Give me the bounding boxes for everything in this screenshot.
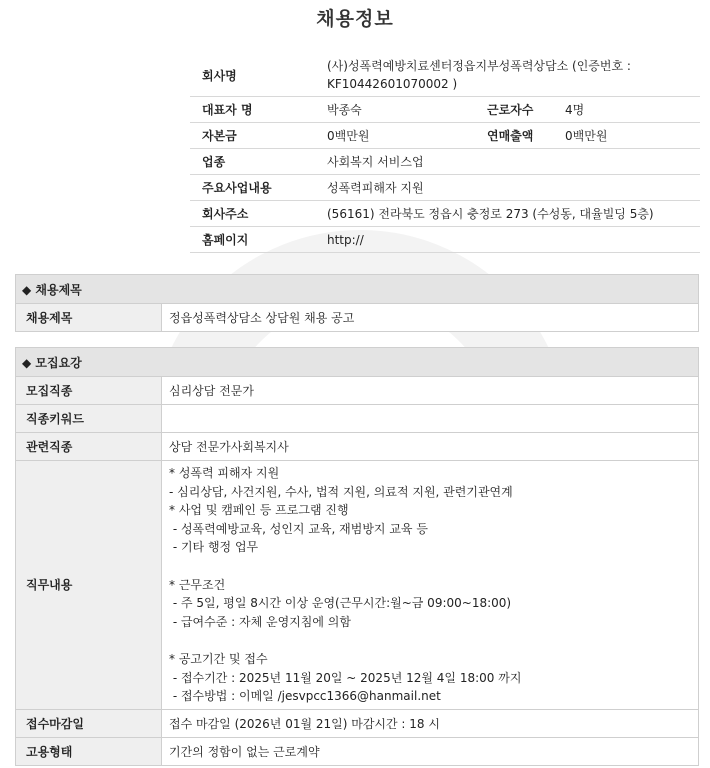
company-row-address [190, 201, 700, 227]
duty-content [162, 461, 699, 710]
duty-line: - 성폭력예방교육, 성인지 교육, 재범방지 교육 등 [169, 521, 428, 536]
job-type-label: 모집직종 [16, 377, 162, 405]
address-label: 회사주소 [190, 201, 315, 227]
recruit-title-header: ◆ 채용제목 [16, 275, 699, 304]
company-row-ceo [190, 97, 700, 123]
duty-line: * 사업 및 캠페인 등 프로그램 진행 [169, 503, 349, 518]
homepage-label: 홈페이지 [190, 227, 315, 253]
duty-line: - 접수방법 : 이메일 /jesvpcc1366@hanmail.net [169, 689, 441, 704]
employment-type-value: 기간의 정함이 없는 근로계약 [162, 737, 699, 765]
company-row-name [190, 54, 700, 97]
deadline-value: 접수 마감일 (2026년 01월 21일) 마감시간 : 18 시 [162, 709, 699, 737]
duty-line: - 주 5일, 평일 8시간 이상 운영(근무시간:월~금 09:00~18:00) [169, 596, 512, 611]
related-job-label: 관련직종 [16, 433, 162, 461]
duty-line: - 심리상담, 사건지원, 수사, 법적 지원, 의료적 지원, 관련기관연계 [169, 484, 513, 499]
address-value: (56161) 전라북도 정읍시 충정로 273 (수성동, 대율빌딩 5층) [315, 201, 700, 227]
duty-line: * 근무조건 [169, 577, 226, 592]
sales-label: 연매출액 [475, 123, 553, 149]
business-value: 성폭력피해자 지원 [315, 175, 700, 201]
related-job-value: 상담 전문가사회복지사 [162, 433, 699, 461]
recruit-title-section [15, 274, 699, 332]
business-label: 주요사업내용 [190, 175, 315, 201]
job-keyword-value [162, 405, 699, 433]
duty-line [169, 557, 697, 576]
duty-label: 직무내용 [16, 461, 162, 710]
duty-line: - 급여수준 : 자체 운영지침에 의함 [169, 614, 351, 629]
job-type-value: 심리상담 전문가 [162, 377, 699, 405]
recruit-title-label: 채용제목 [16, 304, 162, 332]
company-name-value: (사)성폭력예방치료센터정읍지부성폭력상담소 (인증번호 : KF10442601070002 ) [315, 54, 700, 97]
duty-line [169, 631, 697, 650]
employees-label: 근로자수 [475, 97, 553, 123]
company-name-label: 회사명 [190, 54, 315, 97]
employment-type-label: 고용형태 [16, 737, 162, 765]
homepage-link[interactable]: http:// [315, 227, 700, 253]
duty-line: * 성폭력 피해자 지원 [169, 466, 280, 480]
ceo-value: 박종숙 [315, 97, 475, 123]
company-row-capital [190, 123, 700, 149]
recruit-title-value: 정읍성폭력상담소 상담원 채용 공고 [162, 304, 699, 332]
page-title: 채용정보 [316, 8, 394, 30]
deadline-label: 접수마감일 [16, 709, 162, 737]
duty-line: * 공고기간 및 접수 [169, 651, 268, 666]
duty-line: - 기타 행정 업무 [169, 540, 259, 555]
requirements-section [15, 347, 699, 766]
company-row-industry [190, 149, 700, 175]
company-info-table [190, 54, 700, 253]
job-keyword-label: 직종키워드 [16, 405, 162, 433]
industry-label: 업종 [190, 149, 315, 175]
duty-line: - 접수기간 : 2025년 11월 20일 ~ 2025년 12월 4일 18:00 까지 [169, 670, 522, 685]
sales-value: 0백만원 [553, 123, 700, 149]
capital-value: 0백만원 [315, 123, 475, 149]
company-row-business [190, 175, 700, 201]
capital-label: 자본금 [190, 123, 315, 149]
industry-value: 사회복지 서비스업 [315, 149, 700, 175]
employees-value: 4명 [553, 97, 700, 123]
requirements-header: ◆ 모집요강 [16, 348, 699, 377]
company-row-homepage [190, 227, 700, 253]
ceo-label: 대표자 명 [190, 97, 315, 123]
